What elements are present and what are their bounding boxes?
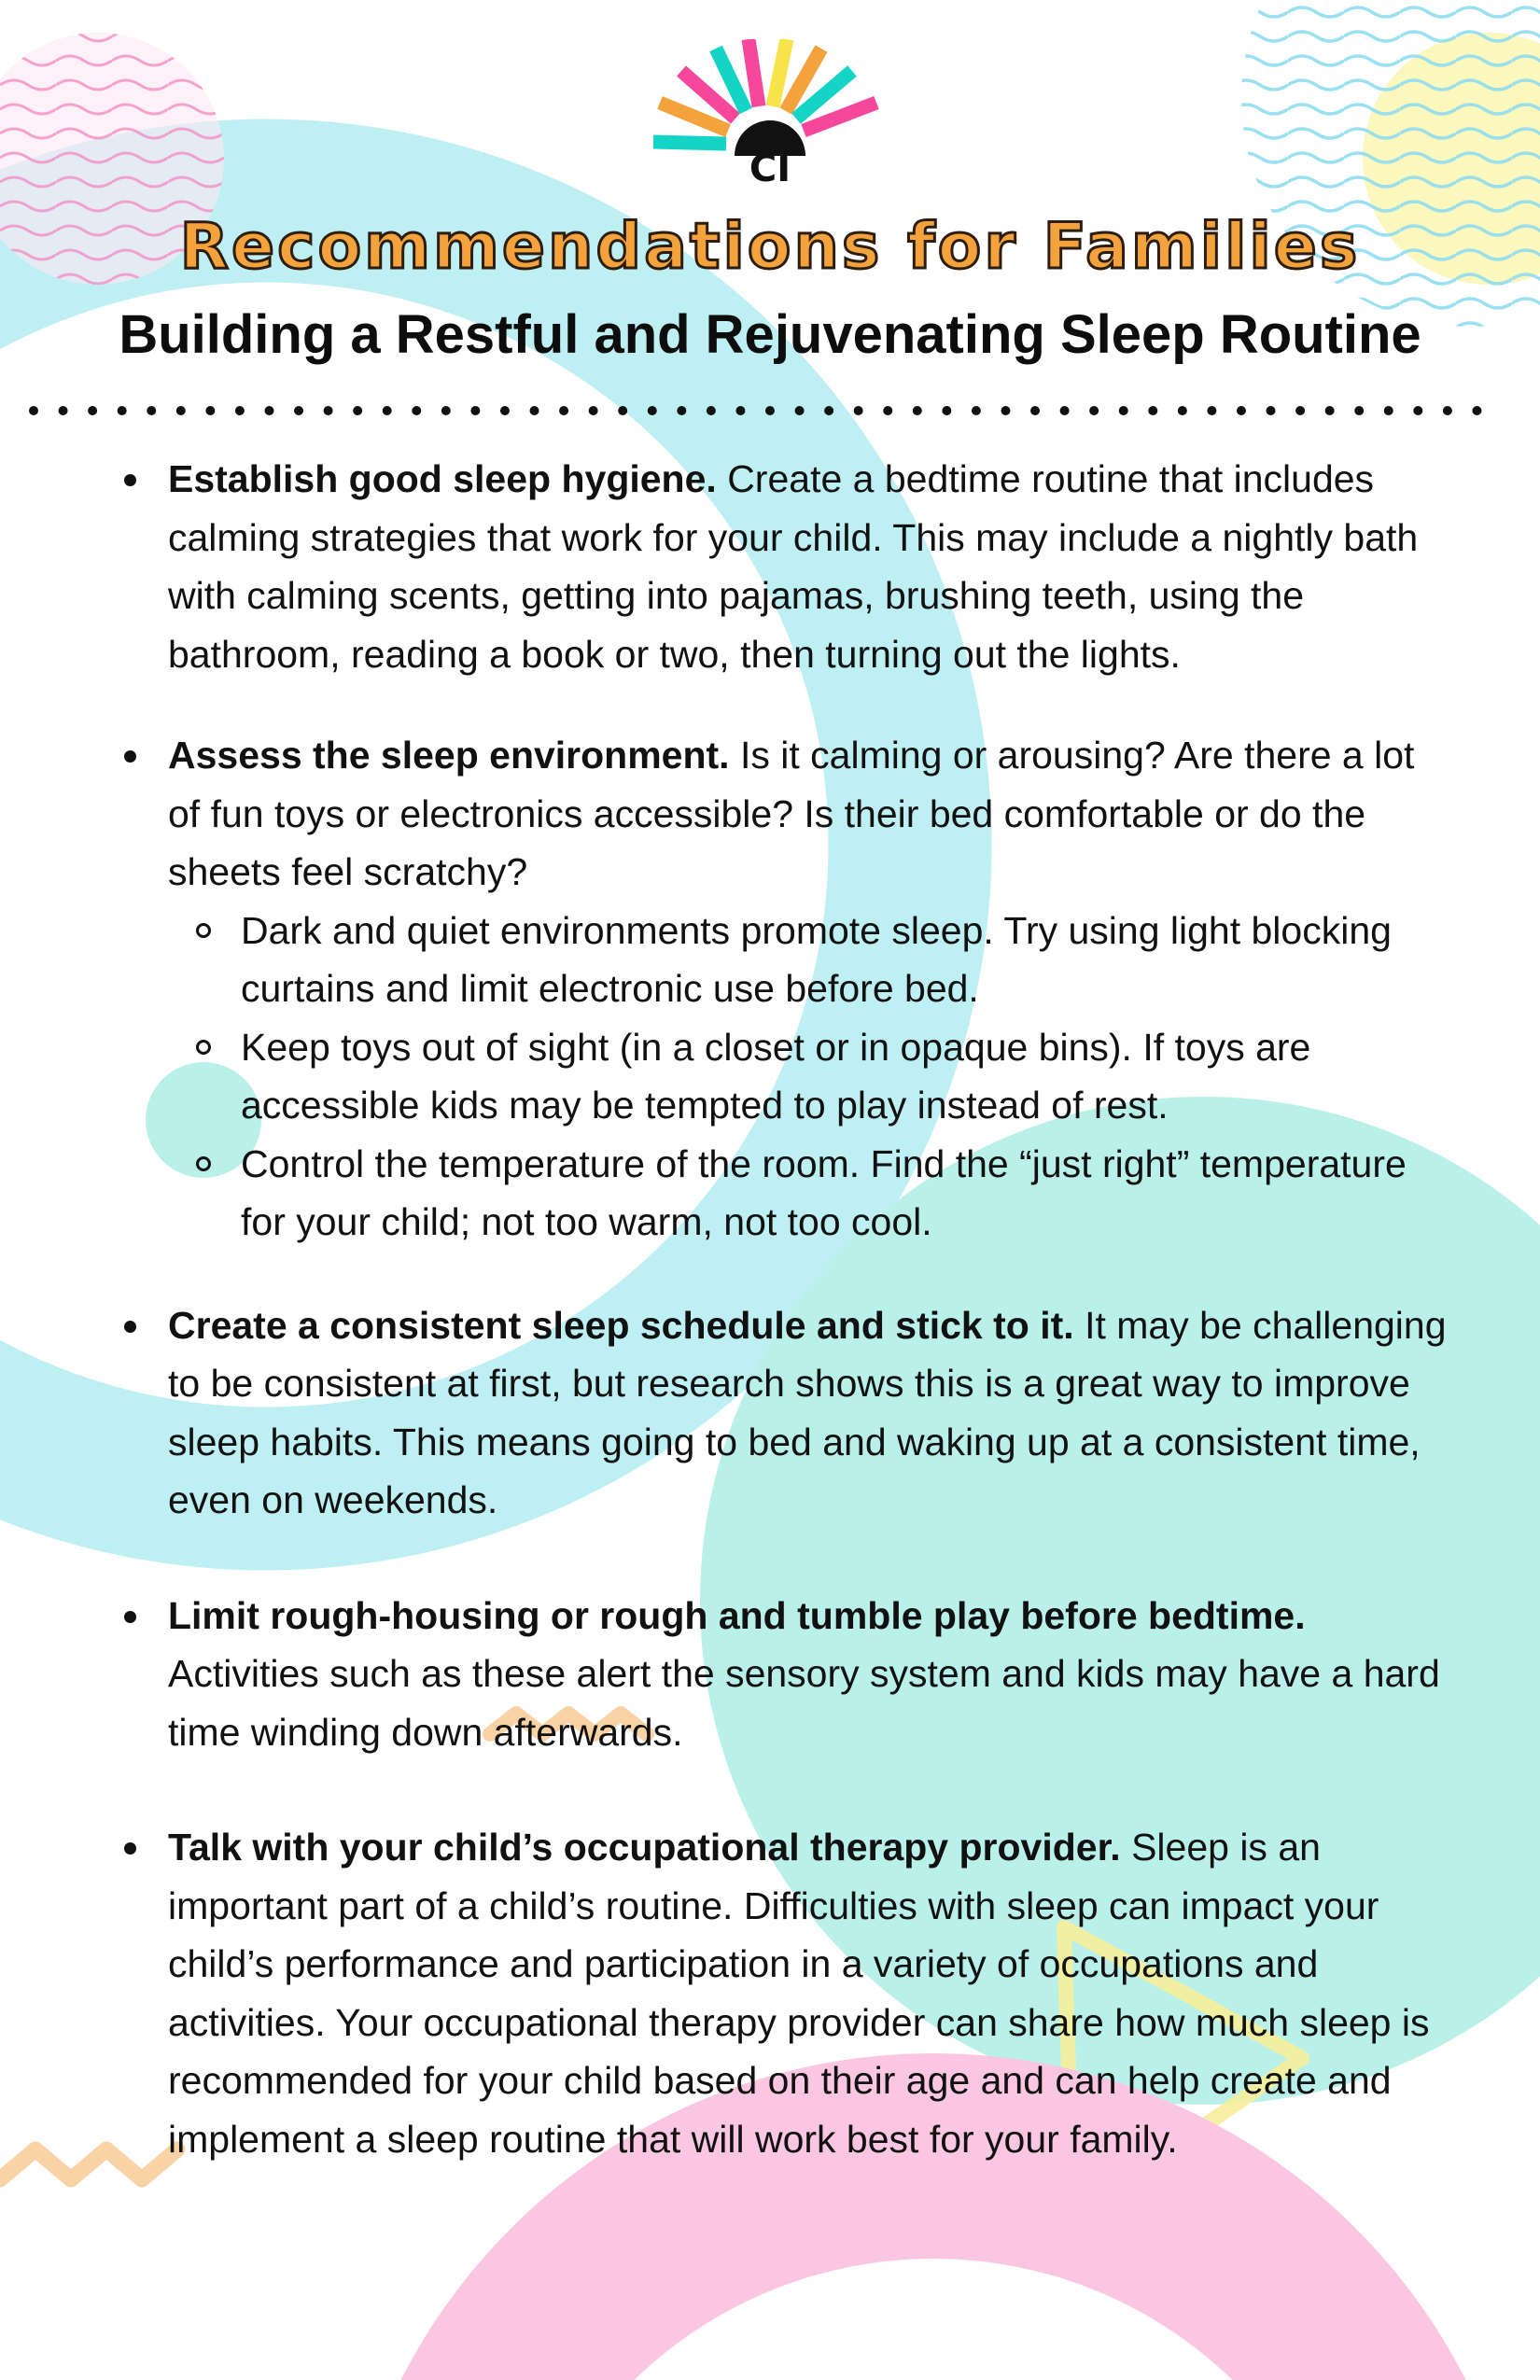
sub-list-item: Keep toys out of sight (in a closet or in opaque bins). If toys are accessible kids may be tempted to play instead of rest.: [168, 1018, 1447, 1135]
list-item: [121, 726, 1447, 1252]
list-item: [121, 1818, 1447, 2168]
item-text: It may be challenging to be consistent at first, but research shows this is a great way to improve sleep habits. This means going to bed and waking up at a consistent time, even on weekends.: [168, 1303, 1447, 1521]
dotted-divider: [28, 401, 1512, 420]
item-text: Is it calming or arousing? Are there a lot of fun toys or electronics accessible? Is their bed comfortable or do the sheets feel scratchy?: [168, 734, 1415, 893]
page-subtitle: Building a Restful and Rejuvenating Sleep Routine: [119, 304, 1421, 365]
sub-list: [168, 902, 1447, 1252]
list-item: [121, 450, 1447, 683]
item-heading: Create a consistent sleep schedule and stick to it.: [168, 1303, 1074, 1347]
page-title: Recommendations for Families: [179, 210, 1361, 284]
item-heading: Limit rough-housing or rough and tumble play before bedtime.: [168, 1593, 1306, 1637]
item-text: Activities such as these alert the sensory system and kids may have a hard time winding down afterwards.: [168, 1652, 1440, 1754]
list-item: [121, 1296, 1447, 1530]
recommendations-list: [121, 450, 1447, 2168]
item-text: Sleep is an important part of a child’s routine. Difficulties with sleep can impact your child’s performance and participation in a variety of occupations and activities. Your occupational therapy provider can share how much sleep is recommended for your child based on their age and can help create and implement a sleep routine that will work best for your family.: [168, 1826, 1430, 2161]
sub-list-item: Control the temperature of the room. Find the “just right” temperature for your child; not too warm, not too cool.: [168, 1135, 1447, 1252]
brand-logo: [649, 39, 891, 198]
logo-text: CI: [749, 147, 791, 190]
list-item: [121, 1587, 1447, 1762]
item-heading: Establish good sleep hygiene.: [168, 457, 717, 500]
item-heading: Assess the sleep environment.: [168, 734, 730, 777]
sub-list-item: Dark and quiet environments promote sleep. Try using light blocking curtains and limit electronic use before bed.: [168, 902, 1447, 1018]
item-text: Create a bedtime routine that includes calming strategies that work for your child. This may include a nightly bath with calming scents, getting into pajamas, brushing teeth, using the bathroom, reading a book or two, then turning out the lights.: [168, 457, 1419, 676]
item-heading: Talk with your child’s occupational therapy provider.: [168, 1826, 1121, 1869]
